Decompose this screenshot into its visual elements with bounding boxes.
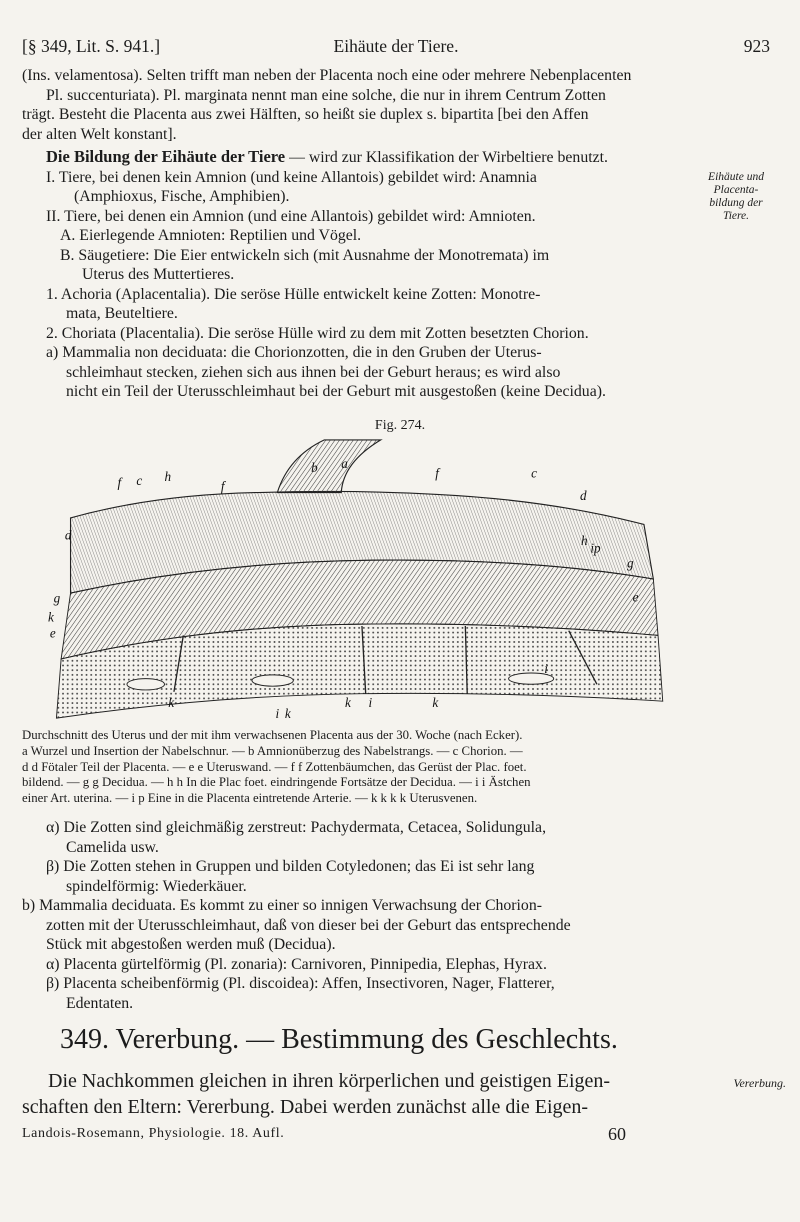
beta-1-line-1: β) Die Zotten stehen in Gruppen und bilden Cotyledonen; das Ei ist sehr lang [46,858,535,875]
fig-letter: a [341,456,348,472]
header-section-ref: [§ 349, Lit. S. 941.] [22,36,161,56]
fig-letter: k [47,609,54,625]
caption-line-5: einer Art. uterina. — i p Eine in die Placenta eintretende Arterie. — k k k k Uterusvenen. [22,791,478,806]
fig-letter: k [284,706,291,720]
margin-note-line: Placenta- [713,184,759,196]
header-title: Eihäute der Tiere. [333,36,459,56]
alpha-1-line-2: Camelida usw. [66,838,159,856]
uterus-placenta-illustration [22,438,700,720]
class-ii-b-line-2: Uterus des Muttertieres. [82,266,235,283]
class-ii: II. Tiere, bei denen ein Amnion (und eine Allantois) gebildet wird: Amnioten. [46,207,536,225]
bildung-title: Die Bildung der Eihäute der Tiere [46,147,286,166]
section-text-line-2: schaften den Eltern: Vererbung. Dabei werden zunächst alle die Eigen- [22,1096,589,1118]
fig-letter: e [49,625,56,641]
caption-line-4: bildend. — g g Decidua. — h h In die Plac foet. eindringende Fortsätze der Decidua. — i i Ästchen [22,775,531,790]
margin-note-line: Eihäute und [708,171,764,183]
choriata: 2. Choriata (Placentalia). Die seröse Hülle wird zu dem mit Zotten besetzten Chorion. [46,324,589,342]
fig-letter: f [220,478,225,494]
running-header [22,36,770,58]
alpha-1-line-1: α) Die Zotten sind gleichmäßig zerstreut: Pachydermata, Cetacea, Solidungula, [46,819,547,836]
fig-letter: b [311,459,318,475]
header-page-number: 923 [743,36,770,56]
fig-letter: g [627,555,634,571]
beta-2-line-2: Edentaten. [66,994,134,1012]
vein-section [127,679,165,690]
intro-line-1: (Ins. velamentosa). Selten trifft man neben der Placenta noch eine oder mehrere Nebenplacenten [22,67,632,84]
class-ii-a: A. Eierlegende Amnioten: Reptilien und Vögel. [60,227,362,244]
class-i-line-2: (Amphioxus, Fische, Amphibien). [74,188,290,205]
beta-2-line-1: β) Placenta scheibenförmig (Pl. discoidea): Affen, Insectivoren, Nager, Flatterer, [46,975,555,992]
caption-line-1: Durchschnitt des Uterus und der mit ihm verwachsenen Placenta aus der 30. Woche (nach Ecker). [22,728,523,742]
vein-section [252,675,293,686]
margin-note-line: bildung der [709,197,763,209]
fig-letter: f [117,474,122,490]
intro-line-4: der alten Welt konstant]. [22,125,177,143]
fig-letter: i [368,694,373,710]
class-i-line-1: I. Tiere, bei denen kein Amnion (und keine Allantois) gebildet wird: Anamnia [46,168,537,186]
fig-letter: g [53,590,61,606]
bildung-heading-line [22,147,653,168]
non-deciduata-line-1: a) Mammalia non deciduata: die Chorionzotten, die in den Gruben der Uterus- [46,344,542,361]
caption-line-3: d d Fötaler Teil der Placenta. — e e Uteruswand. — f f Zottenbäumchen, das Gerüst der Plac. foet. [22,759,527,774]
fig-letter: d [64,527,72,543]
deciduata-line-2: zotten mit der Uterusschleimhaut, daß von dieser bei der Geburt das entsprechende [46,916,571,934]
intro-line-2: Pl. succenturiata). Pl. marginata nennt man eine solche, die nur in ihrem Centrum Zotten [46,86,606,104]
alpha-2-line-1: α) Placenta gürtelförmig (Pl. zonaria): Carnivoren, Pinnipedia, Elephas, Hyrax. [46,955,547,973]
fig-letter: i [544,661,548,676]
margin-note-line: Tiere. [722,210,750,222]
main-text [22,66,653,402]
figure-caption [22,728,768,807]
bildung-rest: — wird zur Klassifikation der Wirbeltiere benutzt. [285,149,608,166]
fig-letter: d [580,488,587,504]
fig-letter: c [531,465,537,481]
fig-letter: k [345,694,351,710]
achoria-line-2: mata, Beuteltiere. [66,305,178,322]
fig-letter: h [164,469,172,485]
umbilical-cord [277,440,380,493]
fig-letter: i [275,706,280,720]
class-ii-b-line-1: B. Säugetiere: Die Eier entwickeln sich (mit Ausnahme der Monotremata) im [60,246,550,264]
fig-letter: ip [590,540,601,556]
figure-label: Fig. 274. [374,418,426,433]
fig-letter: e [632,589,639,605]
beta-1-line-2: spindelförmig: Wiederkäuer. [66,877,247,895]
non-deciduata-line-2: schleimhaut stecken, ziehen sich aus ihnen bei der Geburt heraus; es wird also [66,363,561,381]
margin-note-eihaeute [680,171,792,223]
achoria-line-1: 1. Achoria (Aplacentalia). Die seröse Hülle entwickelt keine Zotten: Monotre- [46,285,541,303]
section-text-line-1: Die Nachkommen gleichen in ihren körperlichen und geistigen Eigen- [48,1070,611,1092]
lower-classification-text [22,818,770,1013]
fig-letter: c [136,473,143,488]
caption-line-2: a Wurzel und Insertion der Nabelschnur. — b Amnionüberzug des Nabelstrangs. — c Chorion. — [22,743,523,758]
footer-citation: Landois-Rosemann, Physiologie. 18. Aufl. [22,1126,285,1141]
fig-letter: h [580,533,588,549]
fig-letter: f [435,465,439,481]
fig-letter: k [432,694,439,710]
margin-note-vererbung: Vererbung. [733,1076,786,1090]
deciduata-line-3: Stück mit abgestoßen werden muß (Decidua). [46,936,336,953]
footer-signature: 60 [608,1124,626,1144]
non-deciduata-line-3: nicht ein Teil der Uterusschleimhaut bei der Geburt mit ausgestoßen (keine Decidua). [66,383,606,400]
deciduata-line-1: b) Mammalia deciduata. Es kommt zu einer so innigen Verwachsung der Chorion- [22,897,542,914]
section-heading: 349. Vererbung. — Bestimmung des Geschlechts. [60,1024,618,1055]
intro-line-3: trägt. Besteht die Placenta aus zwei Hälften, so heißt sie duplex s. bipartita [bei den Affen [22,106,589,123]
fig-letter: k [168,694,175,710]
